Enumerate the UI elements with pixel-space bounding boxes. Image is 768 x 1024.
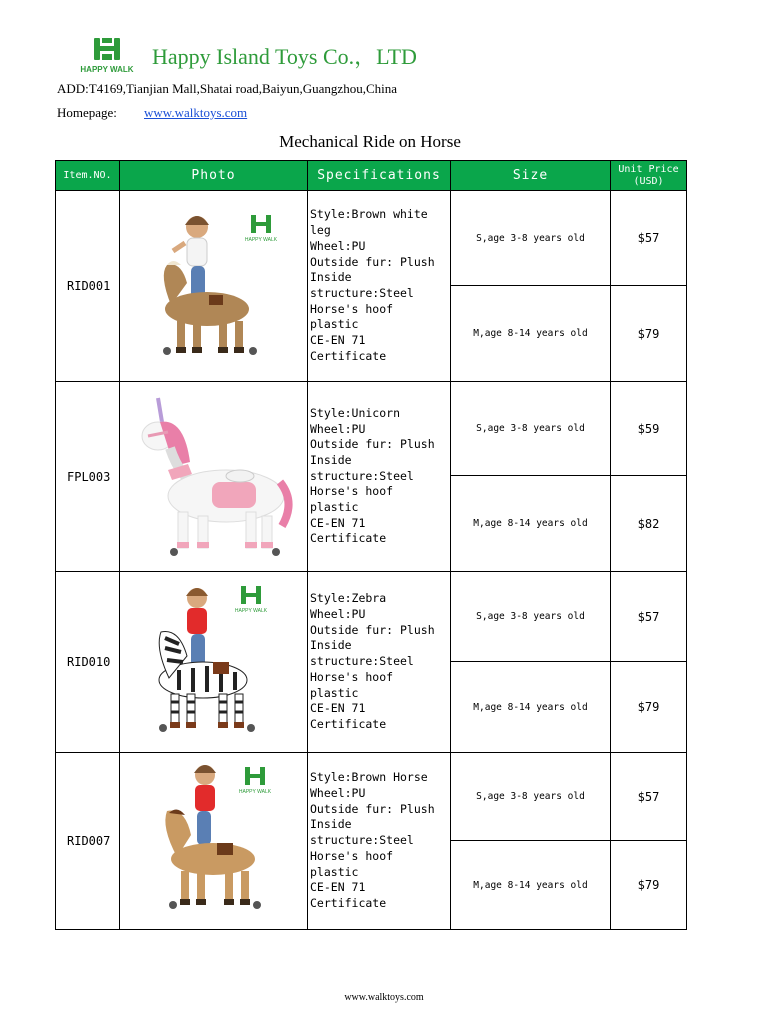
item-number: RID010: [56, 572, 120, 753]
girl-riding-zebra-icon: [139, 580, 289, 745]
item-number: RID001: [56, 191, 120, 382]
table-row: [56, 191, 687, 286]
logo-text: HAPPY WALK: [80, 65, 134, 74]
company-logo: [74, 36, 140, 76]
homepage-label: Homepage:: [57, 105, 117, 120]
svg-text:HAPPY WALK: HAPPY WALK: [234, 607, 267, 614]
svg-text:HAPPY WALK: HAPPY WALK: [244, 237, 277, 243]
unit-price: $82: [611, 476, 687, 572]
table-row: [56, 572, 687, 662]
svg-text:HAPPY WALK: HAPPY WALK: [238, 789, 271, 795]
page-title: Mechanical Ride on Horse: [279, 132, 461, 151]
table-header-row: [56, 161, 687, 191]
column-header-unit-price: Unit Price (USD): [611, 161, 687, 191]
unit-price: $79: [611, 286, 687, 382]
column-header-size: Size: [451, 161, 611, 191]
company-address: ADD:T4169,Tianjian Mall,Shatai road,Baiyun,Guangzhou,China: [57, 81, 398, 96]
product-specifications: Style:Brown Horse Wheel:PU Outside fur: Plush Inside structure:Steel Horse's hoof plastic CE-EN 71 Certificate: [308, 753, 451, 930]
size-option: S,age 3-8 years old: [451, 572, 611, 662]
product-photo: [120, 191, 308, 382]
unit-price: $79: [611, 841, 687, 930]
size-option: M,age 8-14 years old: [451, 841, 611, 930]
girl-riding-horse-icon: [139, 761, 289, 921]
size-option: S,age 3-8 years old: [451, 753, 611, 841]
company-name: Happy Island Toys Co.，LTD: [152, 44, 417, 69]
size-option: M,age 8-14 years old: [451, 476, 611, 572]
product-specifications: Style:Brown white leg Wheel:PU Outside fur: Plush Inside structure:Steel Horse's hoof plastic CE-EN 71 Certificate: [308, 191, 451, 382]
unit-price: $79: [611, 662, 687, 753]
unit-price: $57: [611, 191, 687, 286]
table-row: [56, 382, 687, 476]
unicorn-icon: [134, 392, 294, 562]
product-table: [55, 160, 687, 930]
unit-price: $57: [611, 753, 687, 841]
product-specifications: Style:Unicorn Wheel:PU Outside fur: Plush Inside structure:Steel Horse's hoof plastic CE-EN 71 Certificate: [308, 382, 451, 572]
unit-price: $59: [611, 382, 687, 476]
column-header-item: Item.NO.: [56, 161, 120, 191]
product-specifications: Style:Zebra Wheel:PU Outside fur: Plush Inside structure:Steel Horse's hoof plastic CE-EN 71 Certificate: [308, 572, 451, 753]
product-photo: [120, 382, 308, 572]
size-option: M,age 8-14 years old: [451, 662, 611, 753]
product-photo: [120, 753, 308, 930]
unit-price: $57: [611, 572, 687, 662]
product-photo: [120, 572, 308, 753]
column-header-photo: Photo: [120, 161, 308, 191]
size-option: M,age 8-14 years old: [451, 286, 611, 382]
homepage-link[interactable]: www.walktoys.com: [144, 105, 248, 120]
size-option: S,age 3-8 years old: [451, 191, 611, 286]
item-number: RID007: [56, 753, 120, 930]
girl-riding-horse-icon: [139, 201, 289, 371]
footer-website: www.walktoys.com: [344, 992, 424, 1003]
size-option: S,age 3-8 years old: [451, 382, 611, 476]
table-row: [56, 753, 687, 841]
column-header-specifications: Specifications: [308, 161, 451, 191]
item-number: FPL003: [56, 382, 120, 572]
